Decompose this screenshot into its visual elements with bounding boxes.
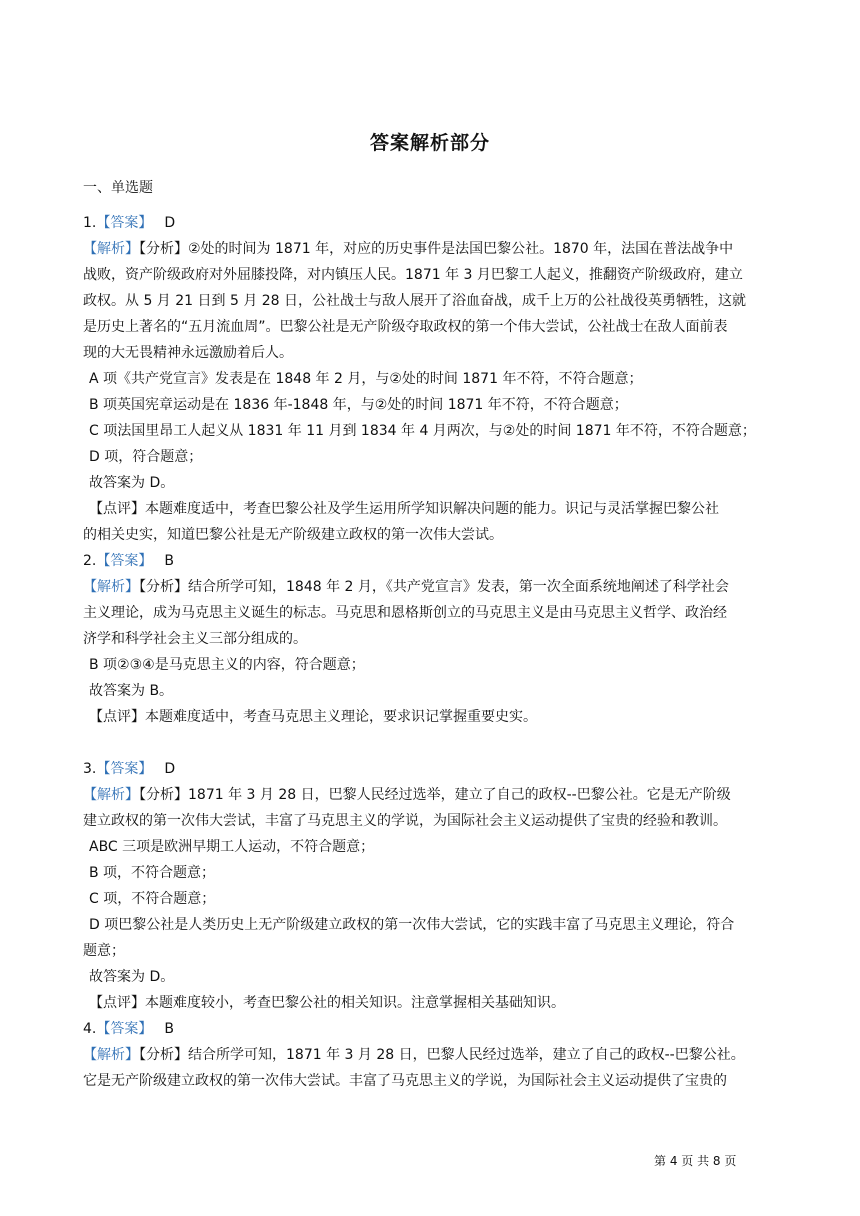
jiexi-tag: 【解析】	[83, 579, 139, 595]
fenxi-tag: 【分析】	[139, 579, 188, 595]
jiexi-tag: 【解析】	[83, 241, 139, 257]
question-block	[83, 1016, 783, 1094]
answer-tag: 【答案】	[96, 1021, 153, 1037]
fenxi-tag: 【分析】	[139, 787, 188, 803]
answer-tag: 【答案】	[96, 553, 153, 569]
conclusion-line: 故答案为 D。	[89, 969, 175, 985]
answer-line	[83, 210, 783, 236]
comment-tag: 【点评】	[89, 709, 145, 725]
question-block	[83, 756, 783, 1016]
analysis-line: 主义理论，成为马克思主义诞生的标志。马克思和恩格斯创立的马克思主义是由马克思主义哲学、政治经	[83, 605, 727, 621]
conclusion-line: 故答案为 D。	[89, 475, 175, 491]
fenxi-tag: 【分析】	[139, 241, 188, 257]
question-number: 3.	[83, 761, 97, 777]
analysis-text: ②处的时间为 1871 年，对应的历史事件是法国巴黎公社。1870 年，法国在普法战争中	[188, 241, 734, 257]
option-line: D 项，符合题意；	[89, 449, 203, 465]
option-line: B 项英国宪章运动是在 1836 年-1848 年，与②处的时间 1871 年不符，不符合题意；	[89, 397, 628, 413]
page-footer: 第 4 页 共 8 页	[654, 1154, 737, 1168]
answer-line	[83, 756, 783, 782]
comment-line	[83, 496, 783, 522]
section-heading: 一、单选题	[83, 180, 153, 196]
comment-tag: 【点评】	[89, 501, 145, 517]
analysis-line: 战败，资产阶级政府对外屈膝投降，对内镇压人民。1871 年 3 月巴黎工人起义，推翻资产阶级政府，建立	[83, 267, 743, 283]
option-line: ABC 三项是欧洲早期工人运动，不符合题意；	[89, 839, 375, 855]
analysis-line	[83, 574, 783, 600]
option-line: A 项《共产党宣言》发表是在 1848 年 2 月，与②处的时间 1871 年不符，不符合题意；	[89, 371, 643, 387]
analysis-line: 建立政权的第一次伟大尝试，丰富了马克思主义的学说，为国际社会主义运动提供了宝贵的经验和教训。	[83, 813, 727, 829]
answer-value: B	[164, 1021, 174, 1037]
comment-text: 本题难度适中，考查马克思主义理论，要求识记掌握重要史实。	[145, 709, 537, 725]
spacer	[83, 730, 783, 756]
option-line: B 项，不符合题意；	[89, 865, 216, 881]
option-line: C 项法国里昂工人起义从 1831 年 11 月到 1834 年 4 月两次，与②处的时间 1871 年不符，不符合题意；	[89, 423, 756, 439]
option-line: D 项巴黎公社是人类历史上无产阶级建立政权的第一次伟大尝试，它的实践丰富了马克思主义理论，符合	[89, 917, 735, 933]
comment-line	[83, 704, 783, 730]
fenxi-tag: 【分析】	[139, 1047, 188, 1063]
answer-value: D	[164, 215, 176, 231]
comment-tag: 【点评】	[89, 995, 145, 1011]
answer-value: B	[164, 553, 174, 569]
comment-text: 本题难度较小，考查巴黎公社的相关知识。注意掌握相关基础知识。	[145, 995, 565, 1011]
analysis-text: 结合所学可知，1848 年 2 月，《共产党宣言》发表，第一次全面系统地阐述了科学社会	[188, 579, 729, 595]
comment-line: 的相关史实，知道巴黎公社是无产阶级建立政权的第一次伟大尝试。	[83, 527, 503, 543]
analysis-text: 1871 年 3 月 28 日，巴黎人民经过选举，建立了自己的政权--巴黎公社。它是无产阶级	[188, 787, 731, 803]
conclusion-line: 故答案为 B。	[89, 683, 174, 699]
answer-line	[83, 548, 783, 574]
analysis-text: 结合所学可知，1871 年 3 月 28 日，巴黎人民经过选举，建立了自己的政权--巴黎公社。	[188, 1047, 745, 1063]
analysis-line	[83, 782, 783, 808]
option-line: B 项②③④是马克思主义的内容，符合题意；	[89, 657, 365, 673]
answer-value: D	[164, 761, 176, 777]
question-block	[83, 210, 783, 548]
analysis-line: 政权。从 5 月 21 日到 5 月 28 日，公社战士与敌人展开了浴血奋战，成千上万的公社战役英勇牺牲，这就	[83, 293, 747, 309]
analysis-line: 它是无产阶级建立政权的第一次伟大尝试。丰富了马克思主义的学说，为国际社会主义运动提供了宝贵的	[83, 1073, 727, 1089]
question-number: 1.	[83, 215, 97, 231]
jiexi-tag: 【解析】	[83, 787, 139, 803]
answer-tag: 【答案】	[96, 761, 153, 777]
question-number: 4.	[83, 1021, 97, 1037]
answer-content	[83, 210, 783, 1094]
comment-text: 本题难度适中，考查巴黎公社及学生运用所学知识解决问题的能力。识记与灵活掌握巴黎公社	[145, 501, 719, 517]
question-block	[83, 548, 783, 756]
option-line: C 项，不符合题意；	[89, 891, 216, 907]
answer-tag: 【答案】	[96, 215, 153, 231]
jiexi-tag: 【解析】	[83, 1047, 139, 1063]
analysis-line: 现的大无畏精神永远激励着后人。	[83, 345, 293, 361]
comment-line	[83, 990, 783, 1016]
option-line: 题意；	[83, 943, 125, 959]
answer-line	[83, 1016, 783, 1042]
page-title: 答案解析部分	[369, 132, 490, 154]
analysis-line: 是历史上著名的“五月流血周”。巴黎公社是无产阶级夺取政权的第一个伟大尝试，公社战士在敌人面前表	[83, 319, 728, 335]
analysis-line	[83, 1042, 783, 1068]
analysis-line	[83, 236, 783, 262]
analysis-line: 济学和科学社会主义三部分组成的。	[83, 631, 307, 647]
question-number: 2.	[83, 553, 97, 569]
